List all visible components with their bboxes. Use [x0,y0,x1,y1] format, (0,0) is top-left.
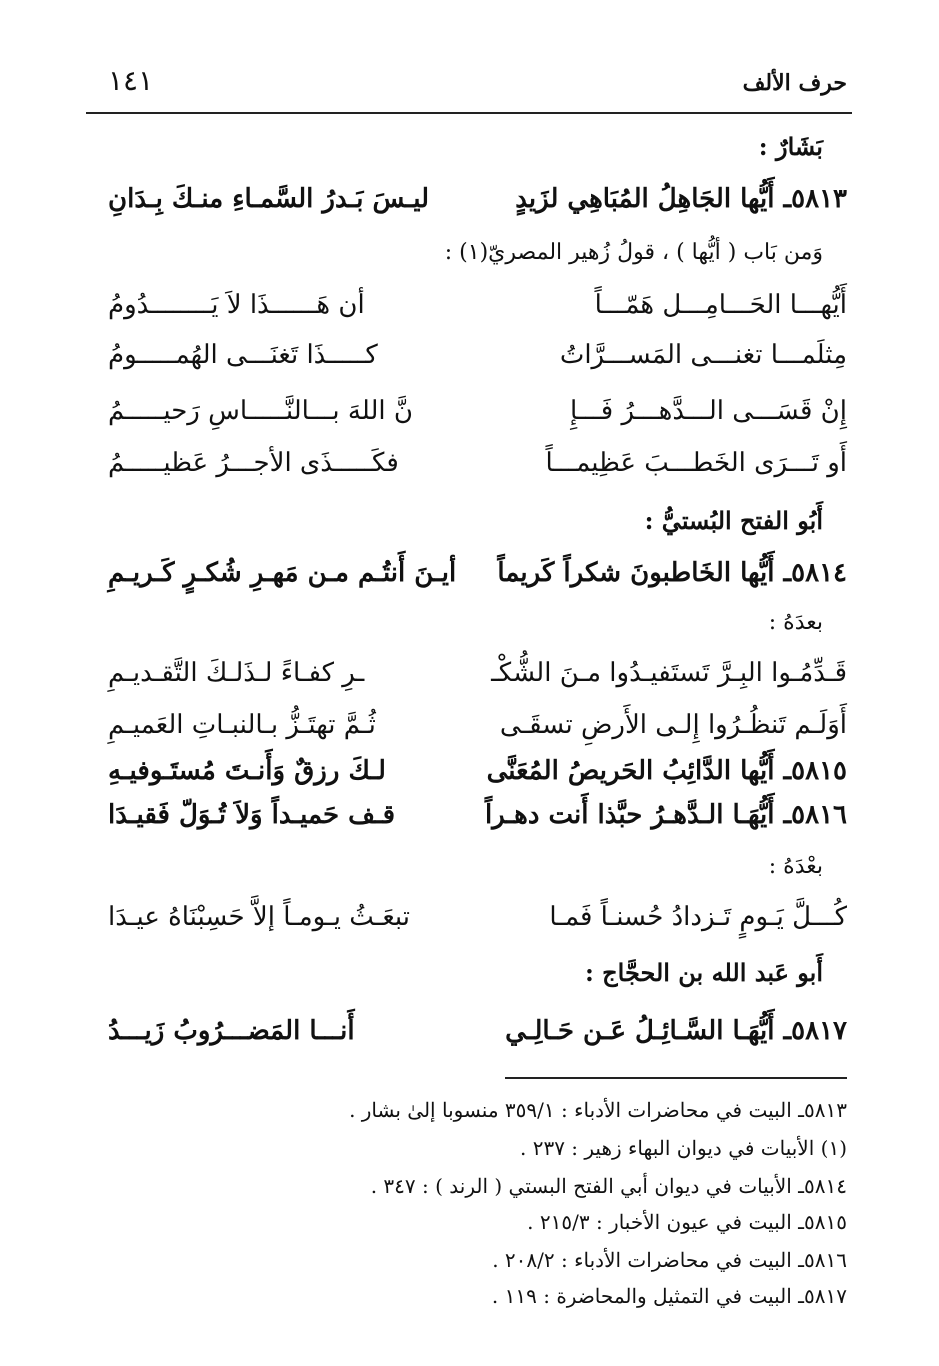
verse-line [108,558,847,588]
verse-line [108,800,847,830]
footnote: ٥٨١٥ـ البيت في عيون الأخبار : ٢١٥/٣ . [527,1210,847,1234]
verse-line [108,658,847,688]
verse-second-hemistich: كـــــذَا تَغنَـــى الهُمـــــومُ [108,340,378,370]
section-title: حرف الألف [742,70,847,96]
verse-second-hemistich: تبعَـثُ يـومـاً إلاَّ حَسِبْنَاهُ عيـدَا [108,902,410,932]
poet-name: بَشَارٌ : [758,132,823,161]
verse-line [108,448,847,478]
verse-line [108,340,847,370]
verse-second-hemistich: ـرِ كفـاءً لـذَلـكَ التَّقـديـمِ [108,658,365,688]
verse-line [108,1016,847,1046]
footnote: ٥٨١٣ـ البيت في محاضرات الأدباء : ٣٥٩/١ منسوبا إلىٰ بشار . [349,1098,847,1122]
verse-second-hemistich: أيـنَ أَنتُـم مـن مَهـرِ شُكـرٍ كَـريـمِ [108,558,457,588]
verse-line [108,710,847,740]
verse-first-hemistich: ٥٨١٤ـ أَيُّها الخَاطبونَ شكراً كَريماً [497,558,847,588]
footnote: ٥٨١٧ـ البيت في التمثيل والمحاضرة : ١١٩ . [491,1284,847,1308]
caption-line: بعْدَهُ : [768,854,823,879]
verse-first-hemistich: ٥٨١٣ـ أَيُّها الجَاهِلُ المُبَاهِي لزَيدٍ [515,184,847,214]
footnote: ٥٨١٦ـ البيت في محاضرات الأدباء : ٢٠٨/٢ . [492,1248,847,1272]
footnote: (١) الأبيات في ديوان البهاء زهير : ٢٣٧ . [519,1136,847,1160]
verse-second-hemistich: ليـسَ بَـدرُ السَّمـاءِ منـكَ بِـدَانِ [108,184,430,214]
page-header [108,62,847,102]
verse-second-hemistich: ثُـمَّ تهتَـزُّ بـالنبـاتِ العَميـمِ [108,710,376,740]
verse-first-hemistich: إِنْ قَسَـــى الـــدَّهـــرُ فَـــإِ [569,396,847,426]
verse-second-hemistich: أن هَــــــذَا لاَ يَــــــــدُومُ [108,290,365,320]
poet-name: أَبُو الفتح البُستيُّ : [644,506,823,535]
verse-second-hemistich: أَنـــا المَضـــرُوبُ زَيـــدُ [108,1016,355,1046]
verse-second-hemistich: فكَـــــذَى الأجـــرُ عَظيـــــمُ [108,448,399,478]
verse-line [108,756,847,786]
verse-line [108,902,847,932]
verse-second-hemistich: نَّ اللهَ بـــالنَّـــــاسِ رَحيـــــمُ [108,396,413,426]
verse-first-hemistich: ٥٨١٧ـ أَيُّهَـا السَّـائِـلُ عَـن حَـالِـي [505,1016,847,1046]
caption-line: وَمن بَاب ( أيُّها ) ، قولُ زُهير المصريّ(١) : [444,240,823,265]
verse-second-hemistich: قـف حَميـداً وَلاَ تُـوَلّ فَقيـدَا [108,800,396,830]
page-number: ١٤١ [108,64,154,97]
verse-first-hemistich: أَيُّهـــا الحَـــامِـــل هَمّـــاً [594,290,847,320]
footnote-separator [505,1077,847,1079]
verse-first-hemistich: أَو تَـــرَى الخَطـــبَ عَظِيمـــاً [545,448,847,478]
verse-first-hemistich: أَوَلَـم تَنظُـرُوا إِلـى الأَرضِ تسقَـى [499,710,847,740]
verse-second-hemistich: لـكَ رزقٌ وَأَنـتَ مُستَـوفيـهِ [108,756,386,786]
header-rule [86,112,852,114]
verse-first-hemistich: ٥٨١٦ـ أَيُّهَـا الـدَّهـرُ حبَّذا أَنت دهـراً [484,800,847,830]
verse-line [108,184,847,214]
verse-first-hemistich: قَـدِّمُـوا البِـرَّ تَستَفيـدُوا مـنَ الشُّكْـ [491,658,847,688]
verse-line [108,396,847,426]
poet-name: أَبو عَبد الله بن الحجَّاج : [584,958,823,987]
verse-first-hemistich: مِثلَمـــا تغنـــى المَســـرَّاتُ [559,340,847,370]
caption-line: بعدَهُ : [768,610,823,635]
footnote: ٥٨١٤ـ الأبيات في ديوان أبي الفتح البستي ( الرند ) : ٣٤٧ . [370,1174,847,1198]
verse-first-hemistich: كُـــلَّ يَـومٍ تَـزدادُ حُسنـاً فَمـا [549,902,847,932]
verse-first-hemistich: ٥٨١٥ـ أَيُّها الدَّائِبُ الحَريصُ المُعَنَّى [486,756,847,786]
verse-line [108,290,847,320]
